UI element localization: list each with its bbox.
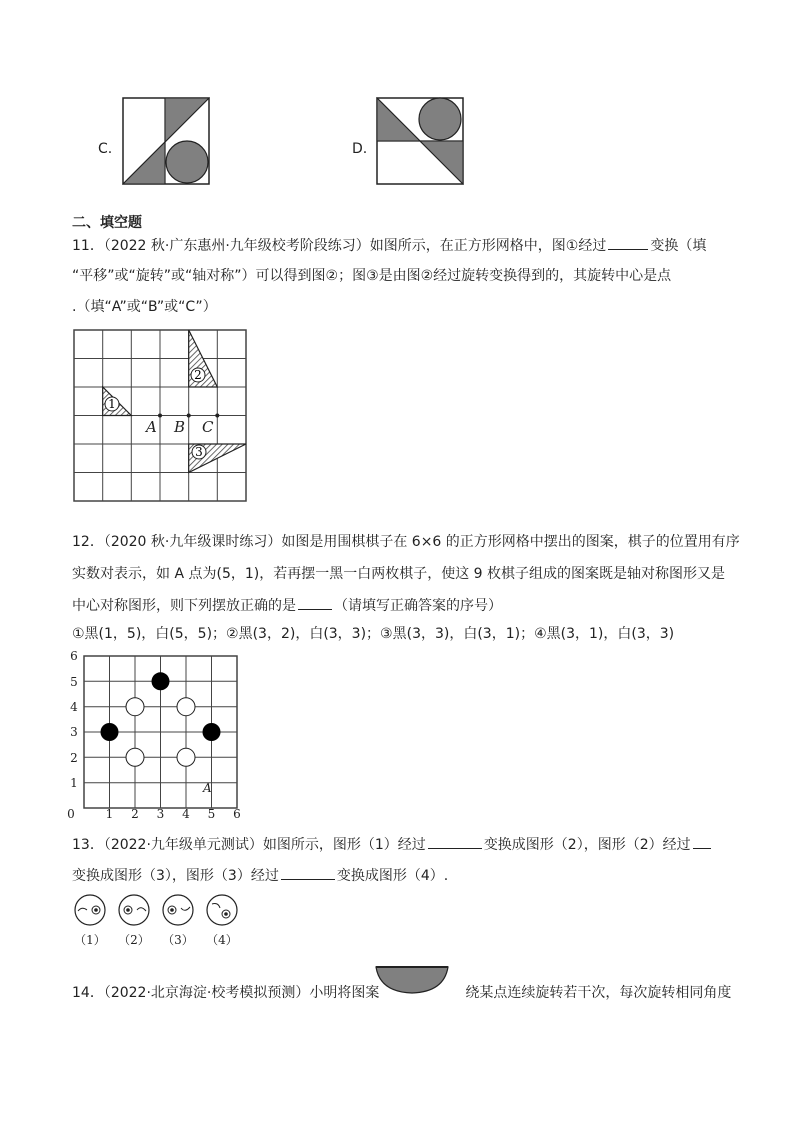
- q11-shape-label-1: 1: [108, 397, 116, 411]
- q11-line1: 11．（2022 秋·广东惠州·九年级校考阶段练习）如图所示，在正方形网格中，图①经过 变换（填: [72, 235, 706, 256]
- q12-choices: ①黑(1，5)，白(5，5)；②黑(3，2)，白(3，3)；③黑(3，3)，白(3，1)；④黑(3，1)，白(3，3): [72, 626, 675, 642]
- option-c-label: C.: [98, 141, 113, 157]
- y-tick-4: 4: [70, 700, 78, 714]
- q13-blank-3[interactable]: [281, 865, 335, 880]
- q11-shape-label-2: 2: [194, 368, 202, 382]
- y-tick-6: 6: [70, 649, 78, 663]
- x-tick-6: 6: [233, 807, 241, 820]
- option-d-figure: [376, 97, 464, 185]
- y-tick-1: 1: [70, 776, 78, 790]
- q13-blank-2[interactable]: [693, 834, 711, 849]
- q13-caption-4: （4）: [206, 933, 238, 947]
- q11-grid-figure: [72, 328, 248, 504]
- q11-shape-label-3: 3: [195, 445, 203, 459]
- face-1-icon: [75, 895, 105, 925]
- q12-point-a: A: [203, 781, 212, 795]
- q13-line2: 变换成图形（3），图形（3）经过 变换成图形（4）.: [72, 865, 448, 886]
- q12-line3: 中心对称图形，则下列摆放正确的是 （请填写正确答案的序号）: [72, 595, 502, 616]
- q14-bowl-figure: [374, 964, 450, 996]
- white-stone: [177, 748, 195, 766]
- black-stone: [152, 672, 170, 690]
- q11-line3: .（填“A”或“B”或“C”）: [72, 299, 217, 315]
- black-stone: [101, 723, 119, 741]
- face-3-icon: [163, 895, 193, 925]
- x-tick-1: 1: [105, 807, 114, 820]
- q12-go-board-figure: [66, 648, 256, 820]
- x-tick-3: 3: [156, 807, 165, 820]
- x-tick-5: 5: [207, 807, 216, 820]
- q13-blank-1[interactable]: [428, 834, 482, 849]
- y-tick-2: 2: [70, 751, 78, 765]
- q12-blank[interactable]: [298, 595, 332, 610]
- black-stone: [203, 723, 221, 741]
- q11-line2: “平移”或“旋转”或“轴对称”）可以得到图②；图③是由图②经过旋转变换得到的，其旋转中心是点: [72, 268, 672, 284]
- q12-line1: 12．（2020 秋·九年级课时练习）如图是用围棋棋子在 6×6 的正方形网格中摆出的图案，棋子的位置用有序: [72, 534, 740, 550]
- q11-point-a: A: [146, 418, 157, 436]
- option-d-label: D.: [352, 141, 368, 157]
- q13-caption-3: （3）: [162, 933, 194, 947]
- face-4-icon: [207, 895, 237, 925]
- q11-point-c: C: [202, 418, 214, 436]
- q12-line2: 实数对表示，如 A 点为(5，1)，若再摆一黑一白两枚棋子，使这 9 枚棋子组成的图案既是轴对称图形又是: [72, 566, 726, 582]
- face-2-icon: [119, 895, 149, 925]
- white-stone: [126, 698, 144, 716]
- x-tick-2: 2: [131, 807, 139, 820]
- x-tick-4: 4: [182, 807, 190, 820]
- white-stone: [126, 748, 144, 766]
- x-tick-0: 0: [67, 807, 75, 820]
- q14-line: 14．（2022·北京海淀·校考模拟预测）小明将图案 绕某点连续旋转若干次，每次旋转相同角度: [72, 985, 732, 1001]
- white-stone: [177, 698, 195, 716]
- q13-faces-figure: [72, 892, 252, 952]
- y-tick-5: 5: [70, 675, 78, 689]
- q13-caption-2: （2）: [118, 933, 150, 947]
- section-heading: 二、填空题: [72, 215, 142, 231]
- q13-caption-1: （1）: [74, 933, 106, 947]
- y-tick-3: 3: [70, 725, 78, 739]
- q11-blank-1[interactable]: [608, 235, 648, 250]
- q11-point-b: B: [174, 418, 186, 436]
- option-c-figure: [122, 97, 210, 185]
- q13-line1: 13．（2022·九年级单元测试）如图所示，图形（1）经过 变换成图形（2），图形（2）经过: [72, 834, 713, 855]
